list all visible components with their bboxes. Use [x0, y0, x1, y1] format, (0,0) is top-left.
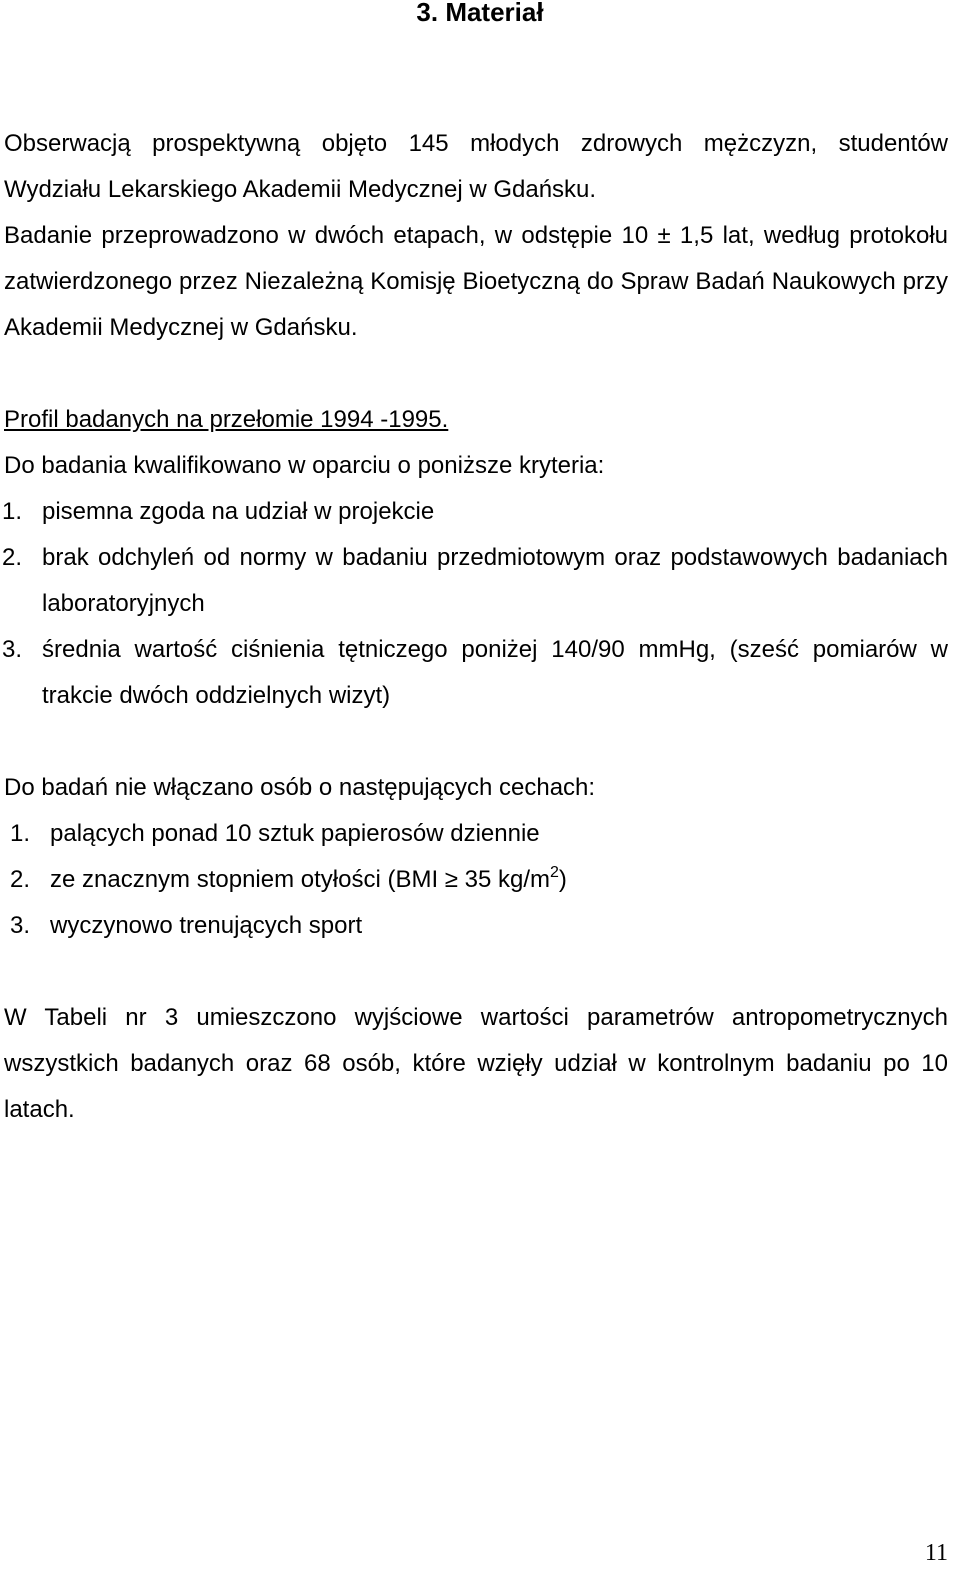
bmi-text-end: ) [558, 866, 567, 893]
list-item-number: 2. [2, 544, 23, 571]
section-heading: 3. Materiał [416, 0, 544, 27]
criteria-intro: Do badania kwalifikowano w oparciu o poniższe kryteria: [4, 452, 605, 479]
list-item-number: 1. [10, 820, 31, 847]
list-item-text: brak odchyleń od normy w badaniu przedmiotowym oraz podstawowych badaniach laboratoryjnych [42, 544, 948, 617]
closing-paragraph: W Tabeli nr 3 umieszczono wyjściowe wartości parametrów antropometrycznych wszystkich badanych oraz 68 osób, które wzięły udział w kontrolnym badaniu po 10 latach. [4, 1004, 948, 1123]
list-item [0, 811, 948, 857]
list-item [0, 627, 948, 719]
intro-paragraph-1: Obserwacją prospektywną objęto 145 młodych zdrowych mężczyzn, studentów Wydziału Lekarskiego Akademii Medycznej w Gdańsku. [4, 130, 948, 203]
list-item [0, 489, 948, 535]
list-item-text: palących ponad 10 sztuk papierosów dziennie [50, 820, 540, 847]
list-item-text [50, 857, 948, 903]
page-number: 11 [924, 1540, 948, 1566]
list-item-text: wyczynowo trenujących sport [50, 912, 363, 939]
criteria-list [4, 489, 948, 719]
profile-title: Profil badanych na przełomie 1994 -1995. [4, 406, 449, 433]
document-body [4, 121, 948, 1133]
list-item-number: 3. [10, 912, 31, 939]
list-item [0, 535, 948, 627]
bmi-superscript: 2 [550, 864, 559, 881]
exclusion-list [4, 811, 948, 949]
list-item-text: pisemna zgoda na udział w projekcie [42, 498, 435, 525]
list-item-number: 1. [2, 498, 23, 525]
exclusion-intro: Do badań nie włączano osób o następujących cechach: [4, 774, 596, 801]
list-item-text: średnia wartość ciśnienia tętniczego poniżej 140/90 mmHg, (sześć pomiarów w trakcie dwóch oddzielnych wizyt) [42, 636, 948, 709]
list-item-number: 2. [10, 866, 31, 893]
list-item-number: 3. [2, 636, 23, 663]
intro-paragraph-2: Badanie przeprowadzono w dwóch etapach, w odstępie 10 ± 1,5 lat, według protokołu zatwierdzonego przez Niezależną Komisję Bioetyczną do Spraw Badań Naukowych przy Akademii Medycznej w Gdańsku. [4, 222, 948, 341]
bmi-text: ze znacznym stopniem otyłości (BMI ≥ 35 kg/m [50, 866, 551, 893]
list-item [0, 903, 948, 949]
list-item [0, 857, 948, 903]
